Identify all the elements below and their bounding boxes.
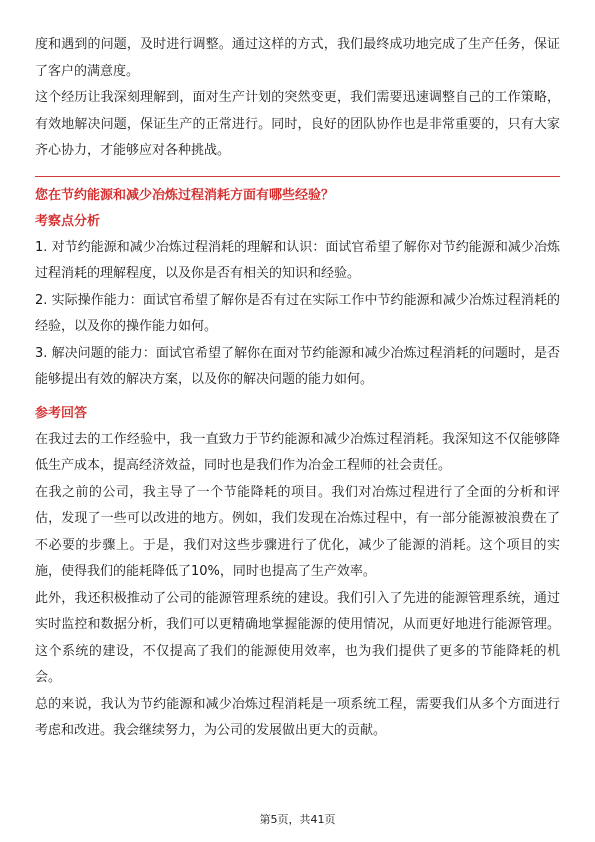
analysis-item: 2. 实际操作能力：面试官希望了解你是否有过在实际工作中节约能源和减少冶炼过程消耗的经验，以及你的操作能力如何。	[35, 292, 560, 334]
page-number: 第5页，共41页	[259, 813, 336, 826]
question-title: 您在节约能源和减少冶炼过程消耗方面有哪些经验？	[35, 187, 335, 203]
answer-paragraph: 在我之前的公司，我主导了一个节能降耗的项目。我们对冶炼过程进行了全面的分析和评估，发现了一些可以改进的地方。例如，我们发现在冶炼过程中，有一部分能源被浪费在了不必要的步骤上。于是，我们对这些步骤进行了优化，减少了能源的消耗。这个项目的实施，使得我们的能耗降低了10%，同时也提高了生产效率。	[35, 484, 560, 579]
spacer	[35, 394, 560, 401]
analysis-item: 3. 解决问题的能力：面试官希望了解你在面对节约能源和减少冶炼过程消耗的问题时，是否能够提出有效的解决方案，以及你的解决问题的能力如何。	[35, 345, 560, 387]
answer-paragraph: 此外，我还积极推动了公司的能源管理系统的建设。我们引入了先进的能源管理系统，通过实时监控和数据分析，我们可以更精确地掌握能源的使用情况，从而更好地进行能源管理。这个系统的建设，不仅提高了我们的能源使用效率，也为我们提供了更多的节能降耗的机会。	[35, 590, 560, 685]
analysis-heading: 考察点分析	[35, 213, 101, 229]
answer-paragraph: 总的来说，我认为节约能源和减少冶炼过程消耗是一项系统工程，需要我们从多个方面进行考虑和改进。我会继续努力，为公司的发展做出更大的贡献。	[35, 696, 560, 738]
section-divider	[35, 176, 560, 177]
page-content	[35, 32, 560, 745]
intro-paragraph: 这个经历让我深刻理解到，面对生产计划的突然变更，我们需要迅速调整自己的工作策略，有效地解决问题，保证生产的正常进行。同时，良好的团队协作也是非常重要的，只有大家齐心协力，才能够应对各种挑战。	[35, 90, 560, 158]
analysis-item: 1. 对节约能源和减少冶炼过程消耗的理解和认识：面试官希望了解你对节约能源和减少冶炼过程消耗的理解程度，以及你是否有相关的知识和经验。	[35, 239, 560, 281]
answer-paragraph: 在我过去的工作经验中，我一直致力于节约能源和减少冶炼过程消耗。我深知这不仅能够降低生产成本，提高经济效益，同时也是我们作为冶金工程师的社会责任。	[35, 431, 560, 473]
answer-heading: 参考回答	[35, 405, 88, 421]
intro-paragraph: 度和遇到的问题，及时进行调整。通过这样的方式，我们最终成功地完成了生产任务，保证了客户的满意度。	[35, 37, 560, 79]
